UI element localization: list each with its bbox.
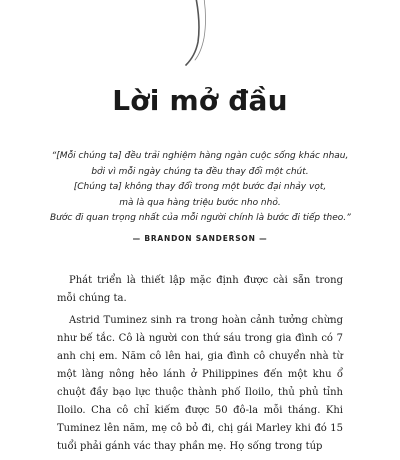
epigraph-line: Bước đi quan trọng nhất của mỗi người chính là bước đi tiếp theo.” (50, 213, 351, 223)
body-text (57, 272, 343, 460)
chapter-title: Lời mở đầu (112, 84, 288, 117)
epigraph-line: bởi vì mỗi ngày chúng ta đều thay đổi một chút. (91, 166, 309, 177)
epigraph-line: mà là qua hàng triệu bước nho nhỏ. (119, 197, 281, 208)
epigraph-line: “[Mỗi chúng ta] đều trải nghiệm hàng ngàn cuộc sống khác nhau, (51, 151, 349, 161)
epigraph-attribution: — BRANDON SANDERSON — (132, 234, 268, 243)
epigraph-line: [Chúng ta] không thay đổi trong một bước đại nhảy vọt, (73, 182, 327, 192)
body-paragraph: Phát triển là thiết lập mặc định được cài sẵn trong mỗi chúng ta. (57, 275, 343, 304)
body-paragraph: Astrid Tuminez sinh ra trong hoàn cảnh tưởng chừng như bế tắc. Cô là người con thứ sáu trong gia đình có 7 anh chị em. Năm cô lên hai, gia đình cô chuyển nhà từ một làng nông hẻo lánh ở Philippines đến một khu ổ chuột đầy bạo lực thuộc thành phố Iloilo, thủ phủ tỉnh Iloilo. Cha cô chỉ kiếm được 50 đô-la mỗi tháng. Khi Tuminez lên năm, mẹ cô bỏ đi, chị gái Marley khi đó 15 tuổi phải gánh vác thay phần mẹ. Họ sống trong túp (57, 315, 343, 452)
epigraph-quote (50, 149, 350, 227)
decorative-flourish (0, 0, 400, 70)
